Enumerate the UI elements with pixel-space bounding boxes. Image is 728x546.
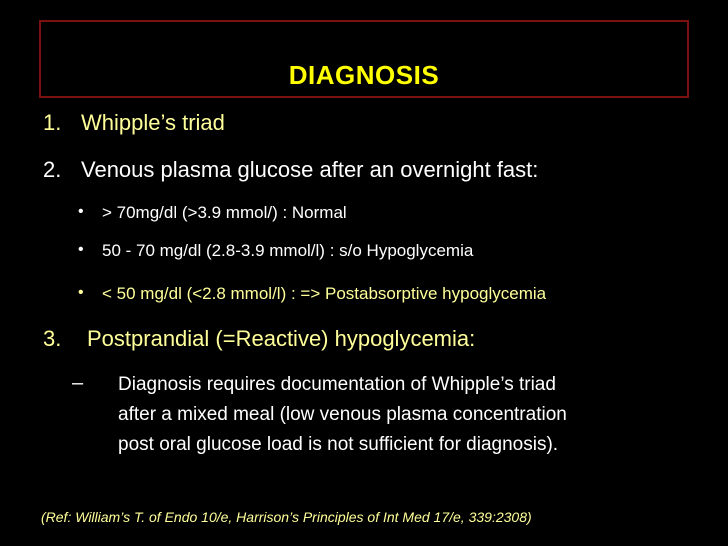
- dash-paragraph: [118, 370, 567, 460]
- list-text: Whipple’s triad: [81, 110, 225, 135]
- sub-item-text: > 70mg/dl (>3.9 mmol/) : Normal: [102, 203, 347, 222]
- paragraph-line-1: Diagnosis requires documentation of Whipple’s triad: [118, 374, 556, 395]
- sub-item-text: 50 - 70 mg/dl (2.8-3.9 mmol/l) : s/o Hypoglycemia: [102, 241, 474, 260]
- paragraph-line-3: post oral glucose load is not sufficient for diagnosis).: [118, 434, 559, 455]
- list-number: 2.: [43, 157, 62, 182]
- reference-note: (Ref: William’s T. of Endo 10/e, Harrison’s Principles of Int Med 17/e, 339:2308): [41, 509, 532, 525]
- list-number: 3.: [43, 326, 62, 351]
- bullet-icon: •: [78, 241, 84, 258]
- bullet-icon: •: [78, 284, 84, 301]
- list-text: Postprandial (=Reactive) hypoglycemia:: [87, 326, 476, 351]
- paragraph-line-2: after a mixed meal (low venous plasma concentration: [118, 404, 567, 425]
- list-text: Venous plasma glucose after an overnight fast:: [81, 157, 539, 182]
- slide-title: DIAGNOSIS: [288, 60, 440, 90]
- title-box: [39, 20, 689, 98]
- sub-item-text: < 50 mg/dl (<2.8 mmol/l) : => Postabsorptive hypoglycemia: [102, 284, 547, 303]
- list-number: 1.: [43, 110, 62, 135]
- bullet-icon: •: [78, 203, 84, 220]
- dash-icon: –: [72, 372, 84, 394]
